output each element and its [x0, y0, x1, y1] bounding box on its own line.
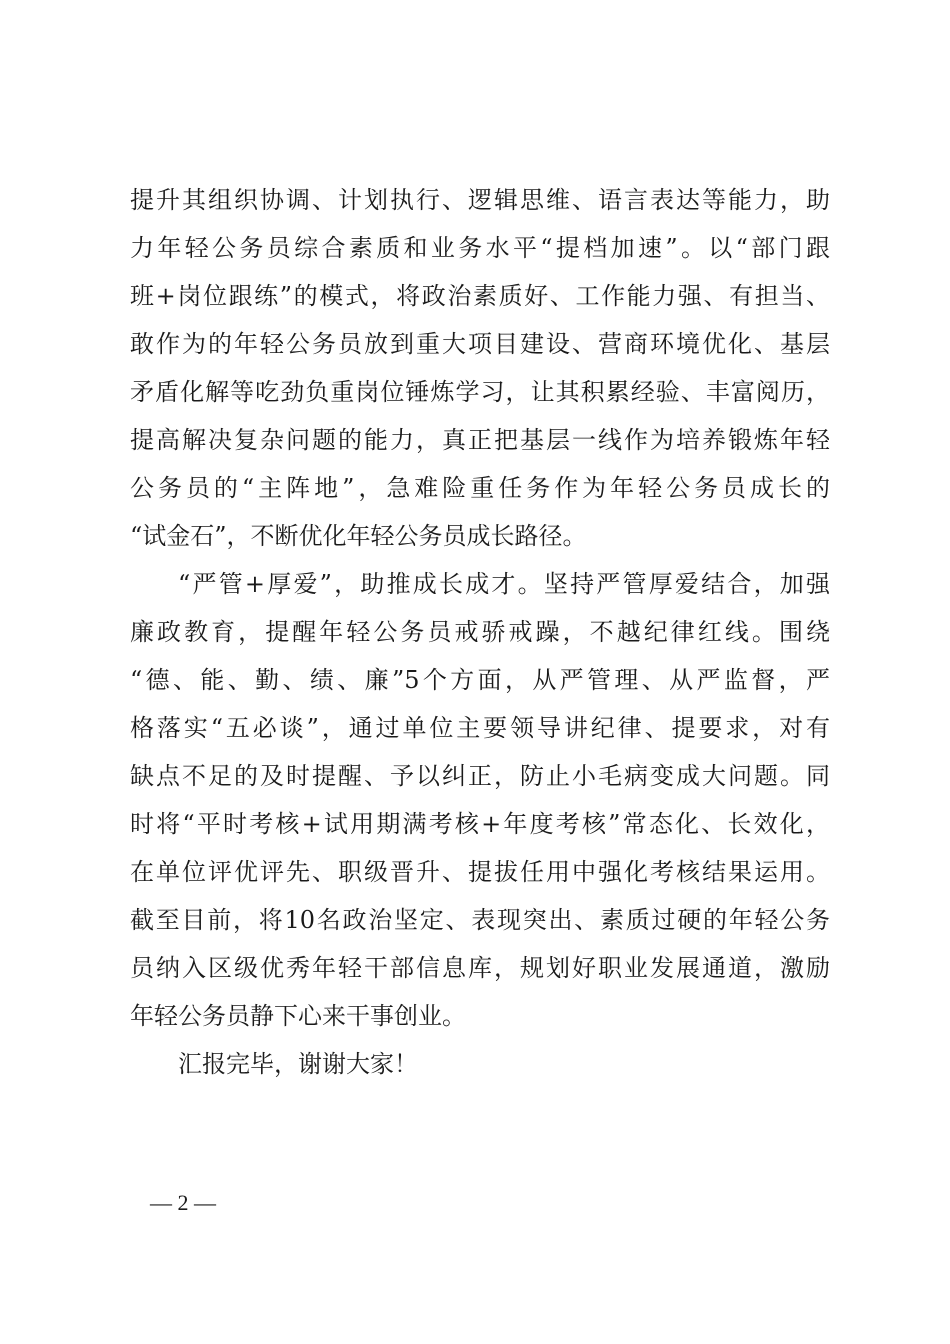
text-line: 廉政教育，提醒年轻公务员戒骄戒躁，不越纪律红线。围绕	[130, 618, 830, 646]
text-line: 力年轻公务员综合素质和业务水平“提档加速”。以“部门跟	[130, 234, 830, 262]
text-line: “德、能、勤、绩、廉”5个方面，从严管理、从严监督，严	[130, 666, 830, 694]
text-line: 敢作为的年轻公务员放到重大项目建设、营商环境优化、基层	[130, 330, 830, 358]
text-line: 提高解决复杂问题的能力，真正把基层一线作为培养锻炼年轻	[130, 426, 830, 454]
text-line: 公务员的“主阵地”，急难险重任务作为年轻公务员成长的	[130, 474, 830, 502]
text-line: 在单位评优评先、职级晋升、提拔任用中强化考核结果运用。	[130, 858, 830, 886]
document-body	[130, 176, 830, 1088]
text-line: “严管+厚爱”，助推成长成才。坚持严管厚爱结合，加强	[178, 570, 830, 598]
text-line: 矛盾化解等吃劲负重岗位锤炼学习，让其积累经验、丰富阅历，	[130, 378, 830, 406]
text-line: 汇报完毕，谢谢大家！	[178, 1050, 418, 1078]
page-number: — 2 —	[150, 1190, 216, 1215]
text-line: 员纳入区级优秀年轻干部信息库，规划好职业发展通道，激励	[130, 954, 830, 982]
text-line: 提升其组织协调、计划执行、逻辑思维、语言表达等能力，助	[130, 186, 830, 214]
text-line: 截至目前，将10名政治坚定、表现突出、素质过硬的年轻公务	[130, 906, 830, 934]
text-line: 格落实“五必谈”，通过单位主要领导讲纪律、提要求，对有	[130, 714, 830, 742]
text-line: 时将“平时考核+试用期满考核+年度考核”常态化、长效化，	[130, 810, 830, 838]
paragraph-1	[130, 176, 830, 560]
paragraph-3	[130, 1040, 830, 1088]
text-line: 班+岗位跟练”的模式，将政治素质好、工作能力强、有担当、	[130, 282, 830, 310]
text-line: 年轻公务员静下心来干事创业。	[130, 1002, 466, 1030]
paragraph-2	[130, 560, 830, 1040]
text-line: “试金石”，不断优化年轻公务员成长路径。	[130, 522, 587, 550]
text-line: 缺点不足的及时提醒、予以纠正，防止小毛病变成大问题。同	[130, 762, 830, 790]
